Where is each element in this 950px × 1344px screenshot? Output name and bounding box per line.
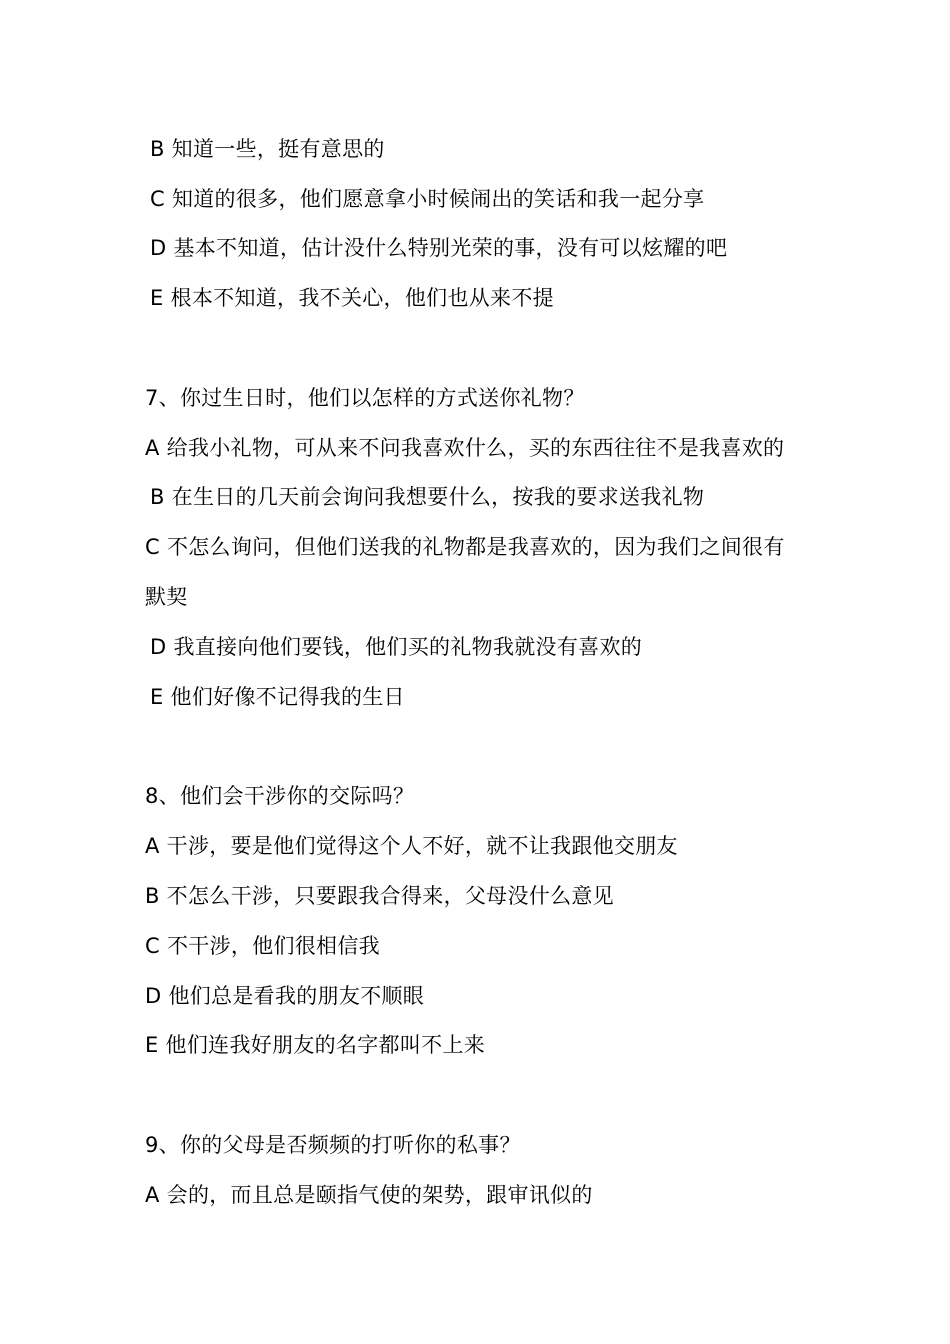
- q8-option-e: E 他们连我好朋友的名字都叫不上来: [145, 1033, 486, 1057]
- q6-option-c: C 知道的很多，他们愿意拿小时候闹出的笑话和我一起分享: [150, 187, 705, 211]
- q8-option-c: C 不干涉，他们很相信我: [145, 934, 380, 958]
- q8-option-a: A 干涉，要是他们觉得这个人不好，就不让我跟他交朋友: [145, 834, 678, 858]
- q8-question: 8、他们会干涉你的交际吗？: [145, 784, 415, 808]
- q7-option-b: B 在生日的几天前会询问我想要什么，按我的要求送我礼物: [150, 485, 705, 509]
- q7-option-a: A 给我小礼物，可从来不问我喜欢什么，买的东西往往不是我喜欢的: [145, 436, 785, 460]
- q7-option-c: C 不怎么询问，但他们送我的礼物都是我喜欢的，因为我们之间很有: [145, 535, 785, 559]
- q8-option-b: B 不怎么干涉，只要跟我合得来，父母没什么意见: [145, 884, 614, 908]
- q7-option-c-continued: 默契: [145, 585, 188, 609]
- q6-option-e: E 根本不知道，我不关心，他们也从来不提: [150, 286, 554, 310]
- q7-option-e: E 他们好像不记得我的生日: [150, 685, 405, 709]
- q6-option-d: D 基本不知道，估计没什么特别光荣的事，没有可以炫耀的吧: [150, 236, 728, 260]
- q6-option-b: B 知道一些，挺有意思的: [150, 137, 385, 161]
- q7-question: 7、你过生日时，他们以怎样的方式送你礼物？: [145, 386, 585, 410]
- q8-option-d: D 他们总是看我的朋友不顺眼: [145, 984, 425, 1008]
- q9-option-a: A 会的，而且总是颐指气使的架势，跟审讯似的: [145, 1183, 593, 1207]
- q7-option-d: D 我直接向他们要钱，他们买的礼物我就没有喜欢的: [150, 635, 643, 659]
- q9-question: 9、你的父母是否频频的打听你的私事？: [145, 1133, 521, 1157]
